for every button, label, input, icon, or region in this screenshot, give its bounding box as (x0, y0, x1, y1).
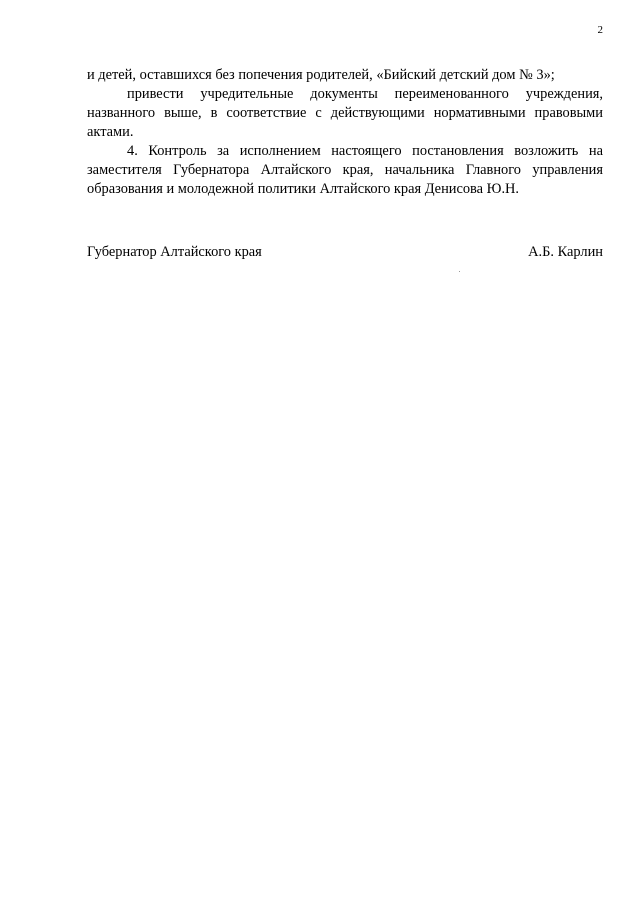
paragraph-bring-documents: привести учредительные документы переименованного учреждения, названного выше, в соответствие с действующими нормативными правовыми актами. (87, 86, 603, 140)
signatory-name: А.Б. Карлин (528, 244, 603, 260)
signatory-position: Губернатор Алтайского края (87, 244, 262, 260)
paragraph-continuation: и детей, оставшихся без попечения родителей, «Бийский детский дом № 3»; (87, 67, 555, 83)
page-number: 2 (597, 24, 603, 36)
paragraph-control: 4. Контроль за исполнением настоящего постановления возложить на заместителя Губернатора Алтайского края, начальника Главного управления образования и молодежной политики Алтайского края Денисова Ю.Н. (87, 143, 603, 197)
document-body (87, 66, 603, 199)
signature-block (87, 244, 603, 261)
scan-speck (459, 271, 460, 272)
